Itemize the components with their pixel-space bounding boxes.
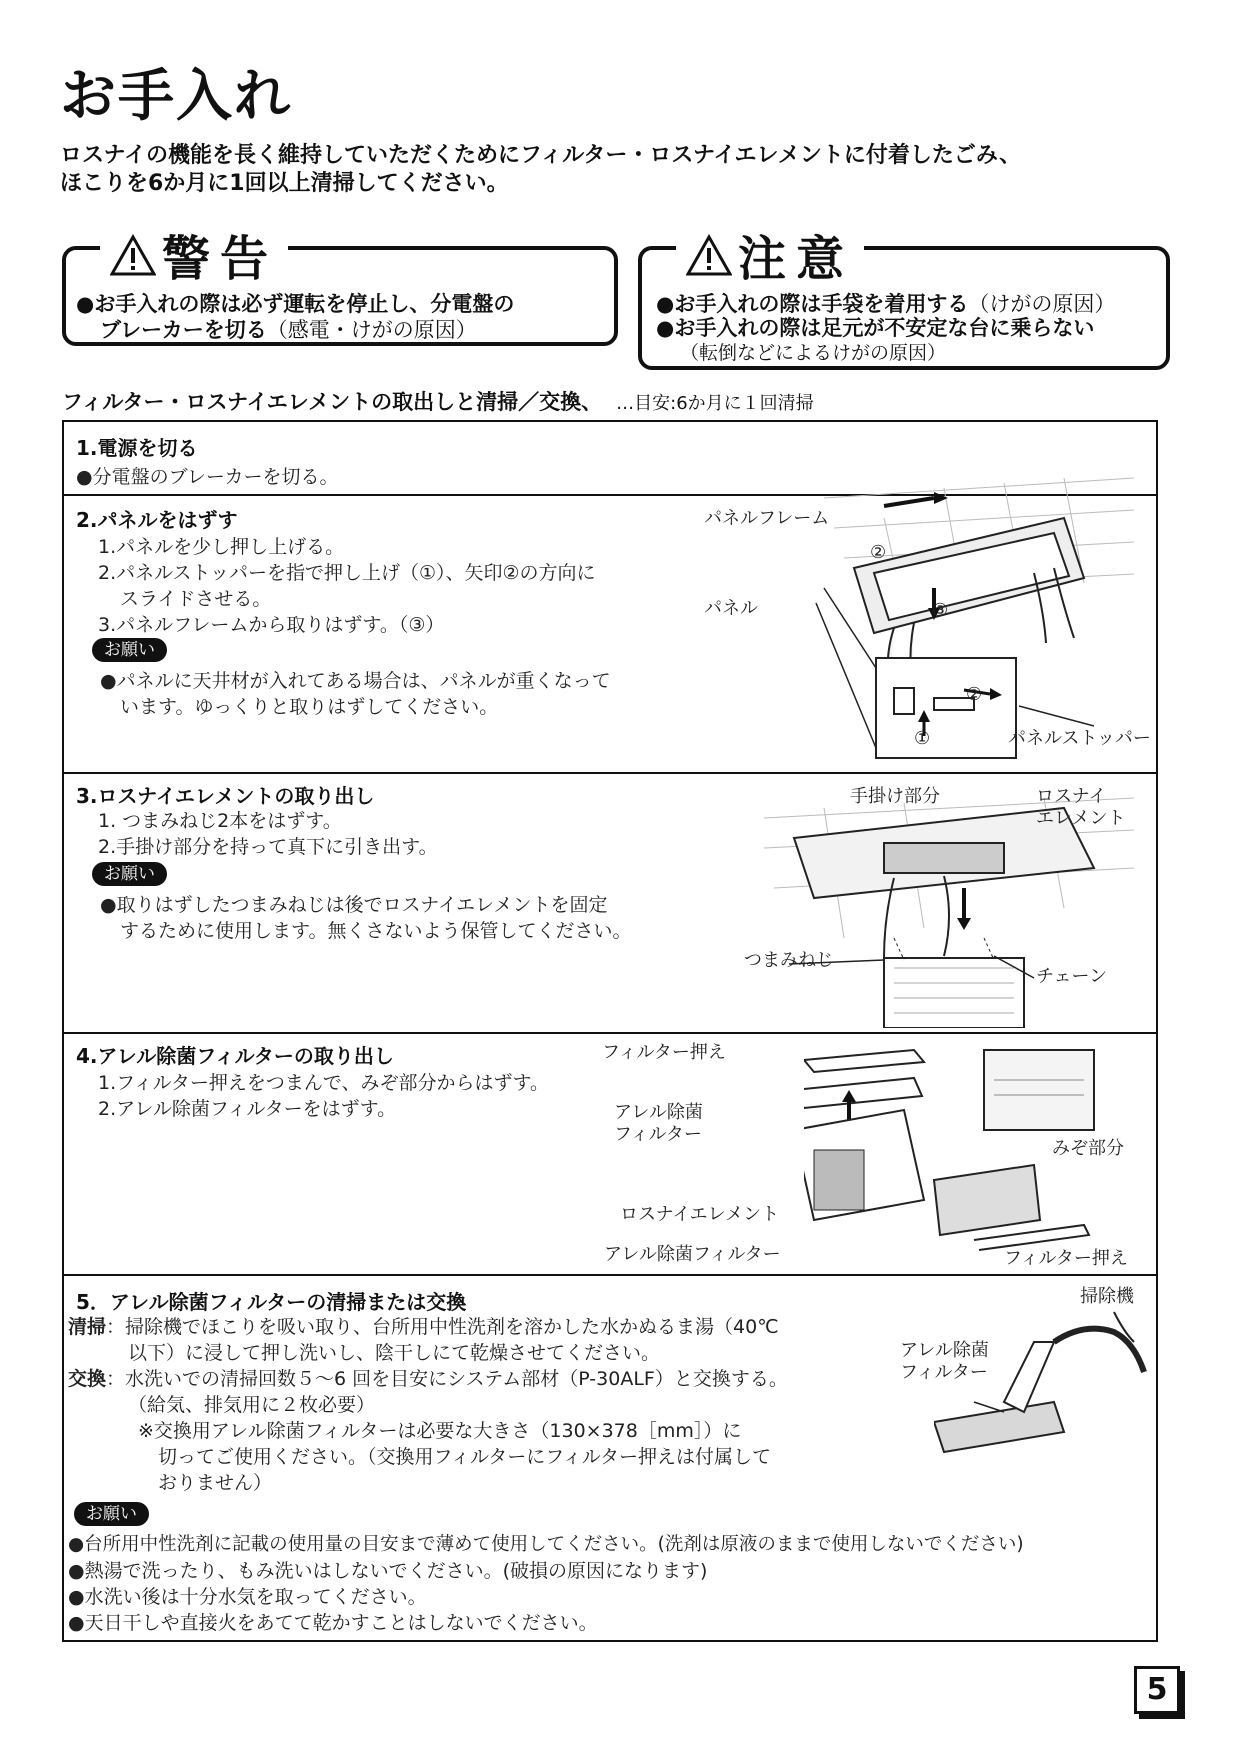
step-2-title: 2.パネルをはずす [76,508,238,532]
label-filter-holder-top: フィルター押え [602,1042,726,1063]
caution-heading-text: 注意 [738,231,855,287]
label-filter-1: アレル除菌 [614,1102,703,1123]
label-filter-2: フィルター [614,1124,702,1145]
replace-label: 交換 [68,1368,107,1390]
marker-2-detail: ② [966,684,983,705]
marker-2: ② [870,542,887,563]
replace-text-1: ：水洗いでの清掃回数５～6 回を目安にシステム部材（P-30ALF）と交換する。 [106,1368,788,1390]
step-2-line-2: 2.パネルストッパーを指で押し上げ（①）、矢印②の方向に [98,562,596,584]
caution-line-1-bold: ●お手入れの際は手袋を着用する [656,292,969,316]
caution-line-1-note: （けがの原因） [968,292,1116,316]
intro-line-2: ほこりを6か月に1回以上清掃してください。 [60,171,509,196]
label-element: ロスナイエレメント [620,1204,780,1225]
label-groove: みぞ部分 [1052,1138,1124,1159]
label-handle: 手掛け部分 [850,786,940,807]
step-5-replace-2: （給気、排気用に２枚必要） [128,1394,376,1416]
step-5-clean-2: 以下）に浸して押し洗いし、陰干しにて乾燥させてください。 [128,1342,661,1364]
label-panel-stopper: パネルストッパー [1008,728,1151,749]
step-4-line-1: 1.フィルター押えをつまんで、みぞ部分からはずす。 [98,1072,549,1094]
step-5-req-1: ●台所用中性洗剤に記載の使用量の目安まで薄めて使用してください。(洗剤は原液のままで使用しないでください) [68,1534,1024,1555]
steps-frame [62,420,1158,1642]
section-heading-note: …目安:6か月に１回清掃 [616,393,814,414]
step-1-line-1: ●分電盤のブレーカーを切る。 [76,466,339,488]
step-2-line-1: 1.パネルを少し押し上げる。 [98,536,345,558]
divider [64,1274,1156,1276]
step-5-replace-4: 切ってご使用ください。（交換用フィルターにフィルター押えは付属して [158,1446,771,1468]
label-panel: パネル [704,598,758,619]
request-badge: お願い [92,638,167,662]
request-badge: お願い [74,1502,149,1526]
caution-box [638,231,1170,370]
step-2-line-3: スライドさせる。 [120,588,272,610]
step-5-clean-1 [68,1312,779,1339]
caution-line-2: ●お手入れの際は足元が不安定な台に乗らない [656,316,1095,340]
step-5-req-2: ●熱湯で洗ったり、もみ洗いはしないでください。(破損の原因になります) [68,1560,708,1582]
warning-triangle-icon [110,234,156,276]
step-5-req-3: ●水洗い後は十分水気を取ってください。 [68,1586,427,1608]
label-chain: チェーン [1036,966,1108,987]
step-3-line-2: 2.手掛け部分を持って真下に引き出す。 [98,836,438,858]
step-2-line-4: 3.パネルフレームから取りはずす。（③） [98,614,445,636]
label-element-2: エレメント [1036,808,1126,829]
request-badge: お願い [92,862,167,886]
marker-3: ③ [932,600,949,621]
marker-1-detail: ① [914,728,931,749]
step-4-line-2: 2.アレル除菌フィルターをはずす。 [98,1098,397,1120]
step-5-title: 5．アレル除菌フィルターの清掃または交換 [76,1290,467,1314]
label-vacuum: 掃除機 [1080,1286,1134,1307]
label-filter-holder-bottom: フィルター押え [1004,1248,1128,1269]
warning-line-2 [100,314,477,344]
step-2-req-2: います。ゆっくりと取りはずしてください。 [120,696,499,718]
warning-heading-text: 警告 [162,231,279,287]
step-3-line-1: 1. つまみねじ2本をはずす。 [98,810,342,832]
warning-line-2-note: （感電・けがの原因） [266,318,477,342]
warning-line-1: ●お手入れの際は必ず運転を停止し、分電盤の [76,292,515,316]
label-filter-bottom: アレル除菌フィルター [604,1244,781,1265]
warning-heading [100,220,288,289]
caution-heading [676,220,864,289]
warning-line-2-bold: ブレーカーを切る [100,318,267,342]
divider [64,772,1156,774]
step-3-title: 3.ロスナイエレメントの取り出し [76,784,375,808]
clean-label: 清掃 [68,1316,107,1338]
caution-triangle-icon [686,234,732,276]
warning-box [62,231,618,346]
section-heading-text: フィルター・ロスナイエレメントの取出しと清掃／交換、 [62,390,603,414]
divider [64,1032,1156,1034]
caution-line-3: （転倒などによるけがの原因） [680,342,947,364]
step-5-req-4: ●天日干しや直接火をあてて乾かすことはしないでください。 [68,1612,598,1634]
label-filter-2: フィルター [900,1362,988,1383]
step-5-replace-5: おりません） [158,1472,273,1494]
step-3-req-1: ●取りはずしたつまみねじは後でロスナイエレメントを固定 [100,894,608,916]
label-filter-1: アレル除菌 [900,1340,989,1361]
page-title: お手入れ [60,64,292,129]
step-5-replace-1 [68,1364,788,1391]
intro-line-1: ロスナイの機能を長く維持していただくためにフィルター・ロスナイエレメントに付着したごみ、 [60,143,1022,168]
step-3-req-2: するために使用します。無くさないよう保管してください。 [120,920,632,942]
step-2-req-1: ●パネルに天井材が入れてある場合は、パネルが重くなって [100,670,611,692]
step-1-title: 1.電源を切る [76,436,198,460]
label-panel-frame: パネルフレーム [704,508,830,529]
label-element-1: ロスナイ [1036,786,1107,807]
step-4-title: 4.アレル除菌フィルターの取り出し [76,1044,394,1068]
clean-text-1: ：掃除機でほこりを吸い取り、台所用中性洗剤を溶かした水かぬるま湯（40℃ [106,1316,779,1338]
label-screw: つまみねじ [744,950,834,971]
page-number: 5 [1134,1666,1180,1714]
section-heading [62,386,814,416]
step-5-replace-3: ※交換用アレル除菌フィルターは必要な大きさ（130×378［mm］）に [138,1420,742,1442]
